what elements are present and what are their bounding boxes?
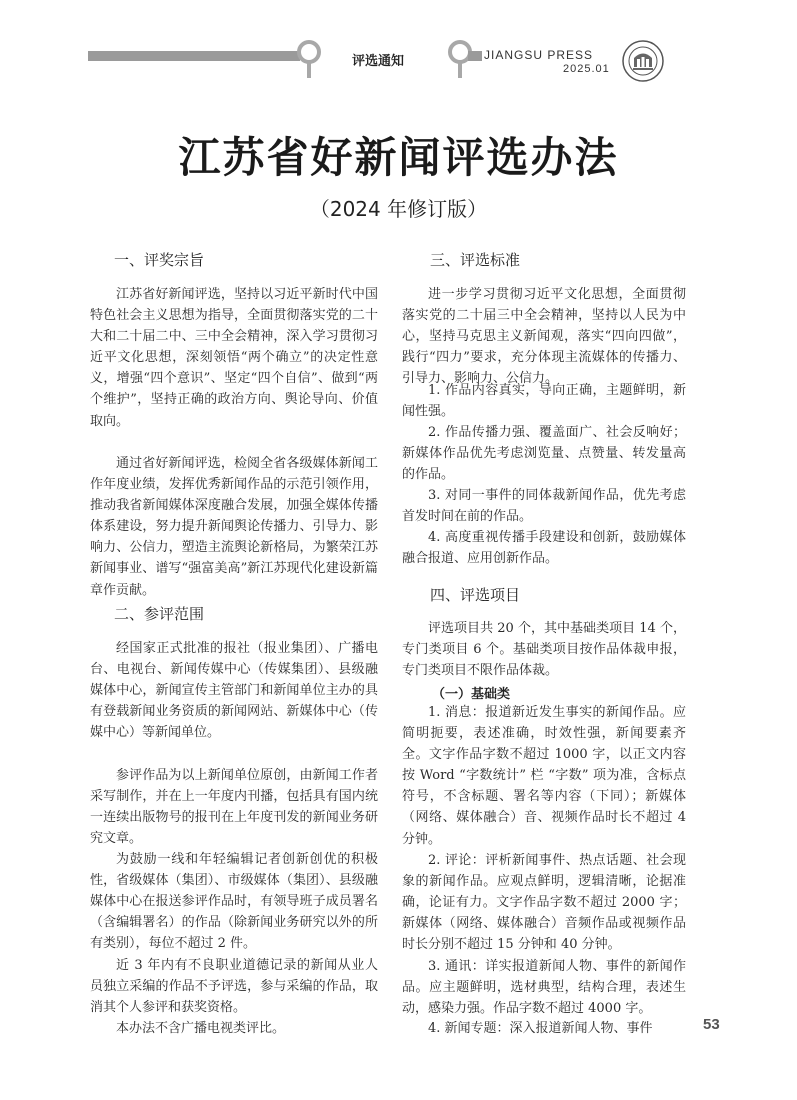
issue-number: 2025.01 — [563, 63, 610, 75]
paragraph: 经国家正式批准的报社（报业集团）、广播电台、电视台、新闻传媒中心（传媒集团）、县级融媒体中心，新闻宣传主管部门和新闻单位主办的具有登载新闻业务资质的新闻网站、新媒体中心（传媒中心）等新闻单位。 — [90, 641, 378, 741]
paragraph: 1. 作品内容真实，导向正确，主题鲜明，新闻性强。 — [402, 383, 686, 420]
paragraph: 近 3 年内有不良职业道德记录的新闻从业人员独立采编的作品不予评选，参与采编的作品，取消其个人参评和获奖资格。 — [90, 958, 378, 1016]
paragraph: 4. 新闻专题：深入报道新闻人物、事件 — [428, 1021, 653, 1036]
section-heading: 三、评选标准 — [430, 251, 521, 269]
paragraph: 进一步学习贯彻习近平文化思想，全面贯彻落实党的二十届三中全会精神，坚持以人民为中心，坚持马克思主义新闻观，落实“四向四做”，践行“四力”要求，充分体现主流媒体的传播力、引导力、影响力、公信力。 — [402, 287, 686, 387]
article-subtitle: （2024 年修订版） — [309, 197, 488, 221]
paragraph: 江苏省好新闻评选，坚持以习近平新时代中国特色社会主义思想为指导，全面贯彻落实党的二十大和二十届二中、三中全会精神，深入学习贯彻习近平文化思想，深刻领悟“两个确立”的决定性意义，增强“四个意识”、坚定“四个自信”、做到“两个维护”，坚持正确的政治方向、舆论导向、价值取向。 — [90, 287, 378, 429]
paragraph: 4. 高度重视传播手段建设和创新，鼓励媒体融合报道、应用创新作品。 — [402, 530, 686, 567]
page-number: 53 — [703, 1016, 720, 1033]
paragraph: 1. 消息：报道新近发生事实的新闻作品。应简明扼要，表述准确，时效性强，新闻要素齐全。文字作品字数不超过 1000 字，以正文内容按 Word “字数统计” 栏 “字数” 项为准，含标点符号，不含标题、署名等内容（下同）；新媒体（网络、媒体融合）音、视频作品时长不超过 4 分钟。 — [402, 705, 686, 847]
header-rule-right — [468, 51, 482, 61]
pin-icon — [296, 40, 322, 78]
jiangsu-journalists-seal-icon — [622, 40, 664, 82]
paragraph: 参评作品为以上新闻单位原创，由新闻工作者采写制作，并在上一年度内刊播，包括具有国内统一连续出版物号的报刊在上年度刊发的新闻业务研究文章。 — [90, 768, 378, 847]
paragraph: 2. 评论：评析新闻事件、热点话题、社会现象的新闻作品。应观点鲜明，逻辑清晰，论据准确，论证有力。文字作品字数不超过 2000 字；新媒体（网络、媒体融合）音频作品或视频作品时长分别不超过 15 分钟和 40 分钟。 — [402, 853, 686, 953]
section-heading: 一、评奖宗旨 — [114, 251, 205, 269]
paragraph: 3. 对同一事件的同体裁新闻作品，优先考虑首发时间在前的作品。 — [402, 488, 686, 525]
section-heading: 四、评选项目 — [430, 586, 521, 604]
paragraph: 评选项目共 20 个，其中基础类项目 14 个，专门类项目 6 个。基础类项目按作品体裁申报，专门类项目不限作品体裁。 — [402, 621, 686, 679]
header-rule-left — [88, 51, 300, 61]
section-label: 评选通知 — [352, 54, 405, 69]
paragraph: 通过省好新闻评选，检阅全省各级媒体新闻工作年度业绩，发挥优秀新闻作品的示范引领作用，推动我省新闻媒体深度融合发展，加强全媒体传播体系建设，努力提升新闻舆论传播力、引导力、影响力、公信力，塑造主流舆论新格局，为繁荣江苏新闻事业、谱写“强富美高”新江苏现代化建设新篇章作贡献。 — [90, 456, 378, 598]
section-heading: 二、参评范围 — [114, 605, 205, 623]
subsection-heading: （一）基础类 — [432, 687, 511, 702]
press-name: JIANGSU PRESS — [484, 48, 594, 62]
paragraph: 为鼓励一线和年轻编辑记者创新创优的积极性，省级媒体（集团）、市级媒体（集团）、县级融媒体中心在报送参评作品时，有领导班子成员署名（含编辑署名）的作品（除新闻业务研究以外的所有类别），每位不超过 2 件。 — [90, 852, 378, 952]
paragraph: 本办法不含广播电视类评比。 — [116, 1021, 286, 1036]
page-header — [0, 0, 797, 100]
paragraph: 2. 作品传播力强、覆盖面广、社会反响好；新媒体作品优先考虑浏览量、点赞量、转发量高的作品。 — [402, 425, 686, 483]
article-title: 江苏省好新闻评选办法 — [178, 133, 619, 182]
paragraph: 3. 通讯：详实报道新闻人物、事件的新闻作品。应主题鲜明，选材典型，结构合理，表述生动，感染力强。作品字数不超过 4000 字。 — [402, 959, 686, 1017]
